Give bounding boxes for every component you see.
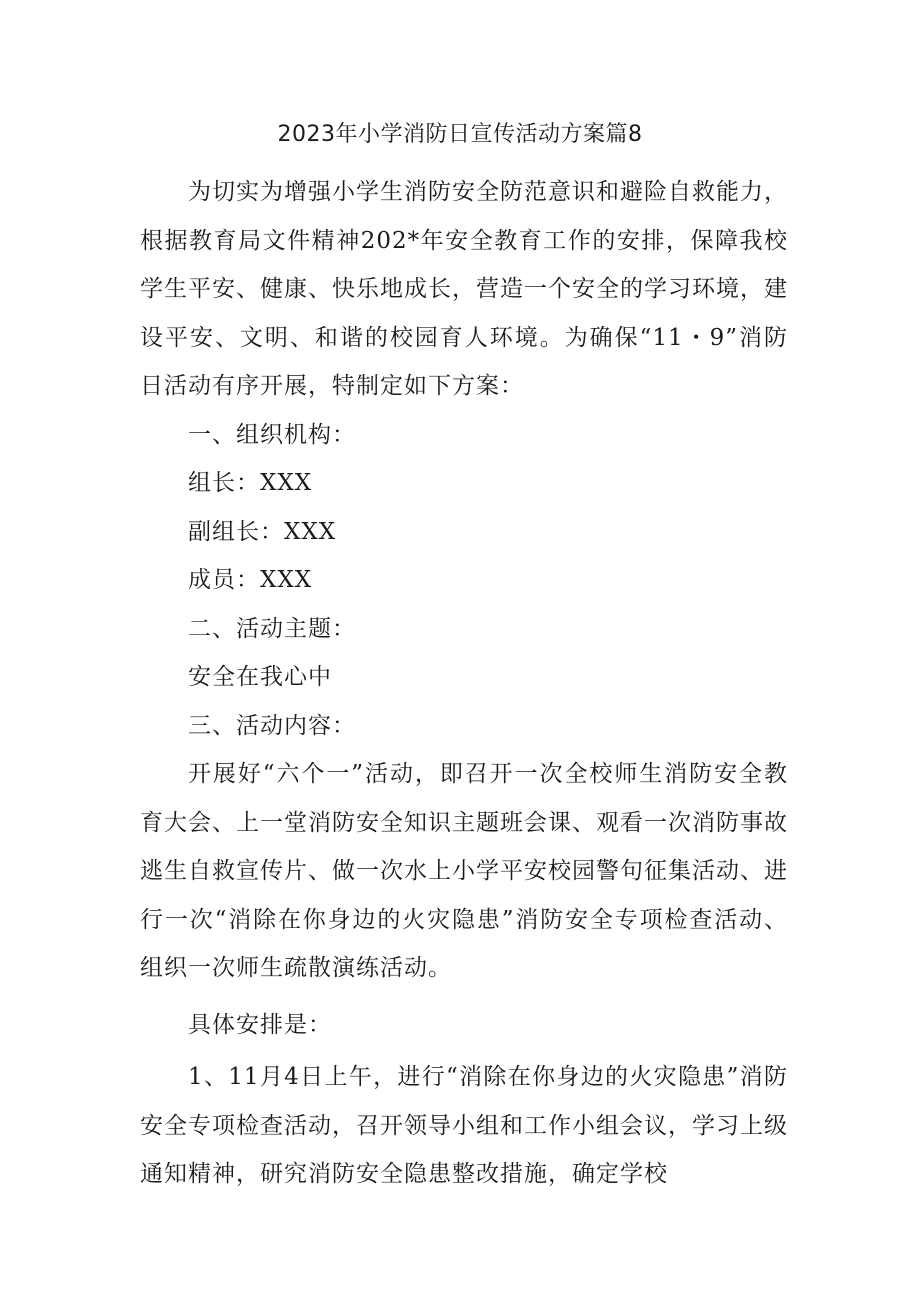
activities-paragraph: 开展好“六个一”活动，即召开一次全校师生消防安全教育大会、上一堂消防安全知识主题班会课、观看一次消防事故逃生自救宣传片、做一次水上小学平安校园警句征集活动、进行一次“消除在你身边的火灾隐患”消防安全专项检查活动、组织一次师生疏散演练活动。 [140,761,788,981]
section-heading-organization: 一、组织机构： [188,421,356,448]
team-leader-line: 组长：XXX [188,470,313,496]
members-line: 成员：XXX [188,567,313,593]
section-heading-content: 三、活动内容： [188,712,356,739]
schedule-heading: 具体安排是： [188,1011,332,1038]
document-body [140,168,788,1199]
theme-text: 安全在我心中 [188,664,332,690]
intro-paragraph: 为切实为增强小学生消防安全防范意识和避险自救能力，根据教育局文件精神202*年安全教育工作的安排，保障我校学生平安、健康、快乐地成长，营造一个安全的学习环境，建设平安、文明、和谐的校园育人环境。为确保“11・9”消防日活动有序开展，特制定如下方案： [140,179,788,399]
document-title: 2023年小学消防日宣传活动方案篇8 [277,122,643,147]
deputy-leader-line: 副组长：XXX [188,518,337,545]
schedule-item-1: 1、11月4日上午，进行“消除在你身边的火灾隐患”消防安全专项检查活动，召开领导小组和工作小组会议，学习上级通知精神，研究消防安全隐患整改措施，确定学校 [140,1064,788,1187]
section-heading-theme: 二、活动主题： [188,615,356,642]
